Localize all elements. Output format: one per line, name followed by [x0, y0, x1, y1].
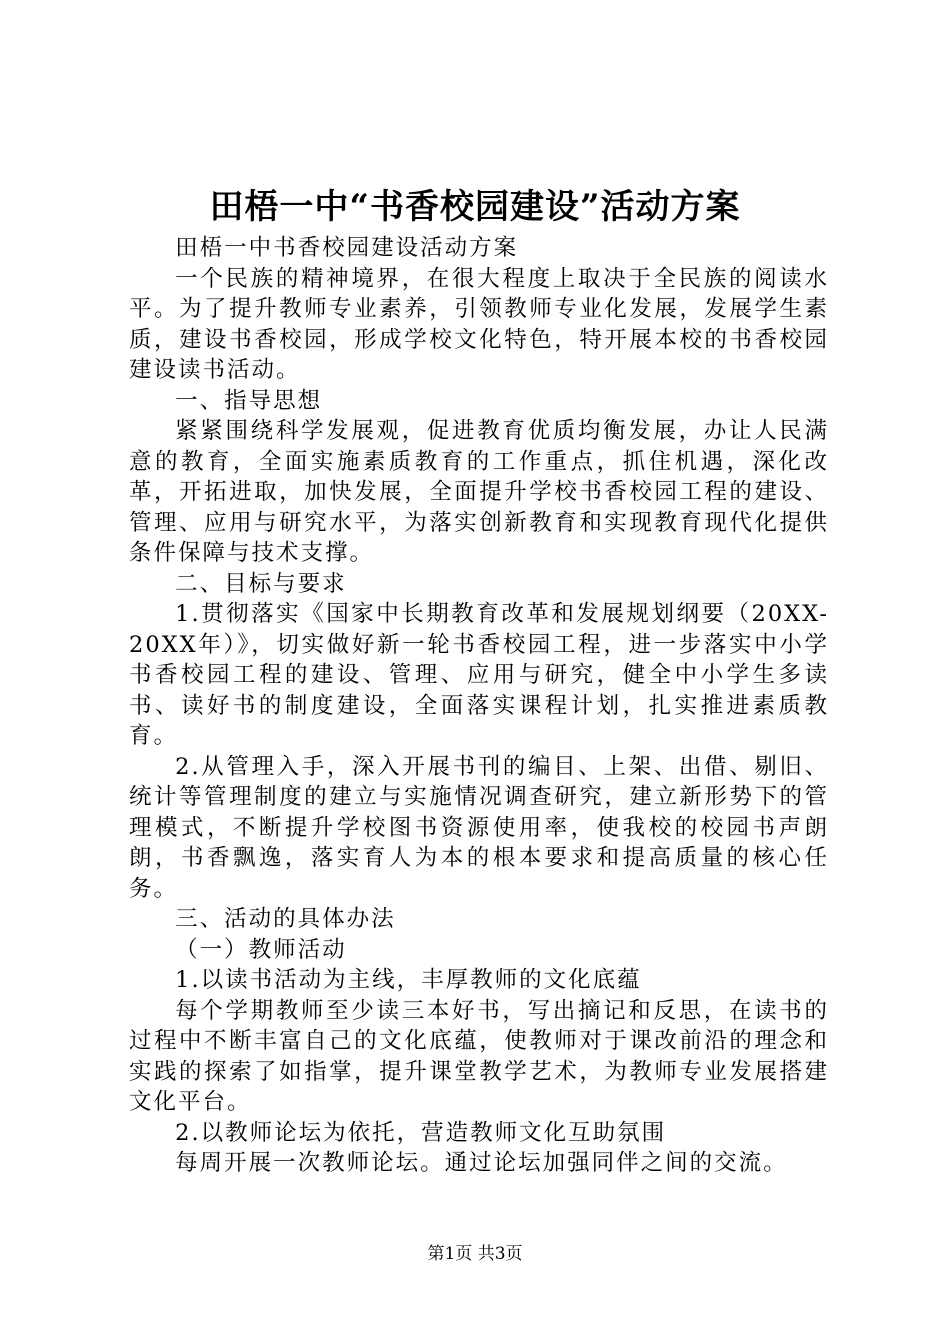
heading-methods: 三、活动的具体办法 [175, 906, 396, 932]
paragraph-subtitle: 田梧一中书香校园建设活动方案 [175, 235, 519, 261]
paragraph-goal-2: 2.从管理入手，深入开展书刊的编目、上架、出借、剔旧、统计等管理制度的建立与实施情况调查研究，建立新形势下的管理模式，不断提升学校图书资源使用率，使我校的校园书声朗朗，书香飘逸，落实育人为本的根本要求和提高质量的核心任务。 [129, 753, 829, 902]
paragraph-reading-activity: 每个学期教师至少读三本好书，写出摘记和反思，在读书的过程中不断丰富自己的文化底蕴，使教师对于课改前沿的理念和实践的探索了如指掌，提升课堂教学艺术，为教师专业发展搭建文化平台。 [129, 997, 829, 1115]
paragraph-goal-1: 1.贯彻落实《国家中长期教育改革和发展规划纲要（20XX-20XX年）》，切实做好新一轮书香校园工程，进一步落实中小学书香校园工程的建设、管理、应用与研究，健全中小学生多读书、读好书的制度建设，全面落实课程计划，扎实推进素质教育。 [129, 601, 829, 749]
heading-teacher-forum: 2.以教师论坛为依托，营造教师文化互助氛围 [175, 1119, 667, 1146]
paragraph-guiding-thought: 紧紧围绕科学发展观，促进教育优质均衡发展，办让人民满意的教育，全面实施素质教育的工作重点，抓住机遇，深化改革，开拓进取，加快发展，全面提升学校书香校园工程的建设、管理、应用与研究水平，为落实创新教育和实现教育现代化提供条件保障与技术支撑。 [129, 418, 829, 566]
document-title: 田梧一中“书香校园建设”活动方案 [209, 187, 741, 227]
heading-reading-activity: 1.以读书活动为主线，丰厚教师的文化底蕴 [175, 967, 642, 993]
document-body [129, 233, 829, 1179]
paragraph-teacher-forum: 每周开展一次教师论坛。通过论坛加强同伴之间的交流。 [175, 1150, 788, 1176]
heading-teacher-activities: （一）教师活动 [175, 936, 347, 963]
page-footer: 第1页 共3页 [427, 1244, 523, 1264]
heading-goals: 二、目标与要求 [175, 570, 347, 597]
heading-guiding-thought: 一、指导思想 [175, 387, 323, 414]
paragraph-intro: 一个民族的精神境界，在很大程度上取决于全民族的阅读水平。为了提升教师专业素养，引领教师专业化发展，发展学生素质，建设书香校园，形成学校文化特色，特开展本校的书香校园建设读书活动。 [129, 265, 829, 383]
